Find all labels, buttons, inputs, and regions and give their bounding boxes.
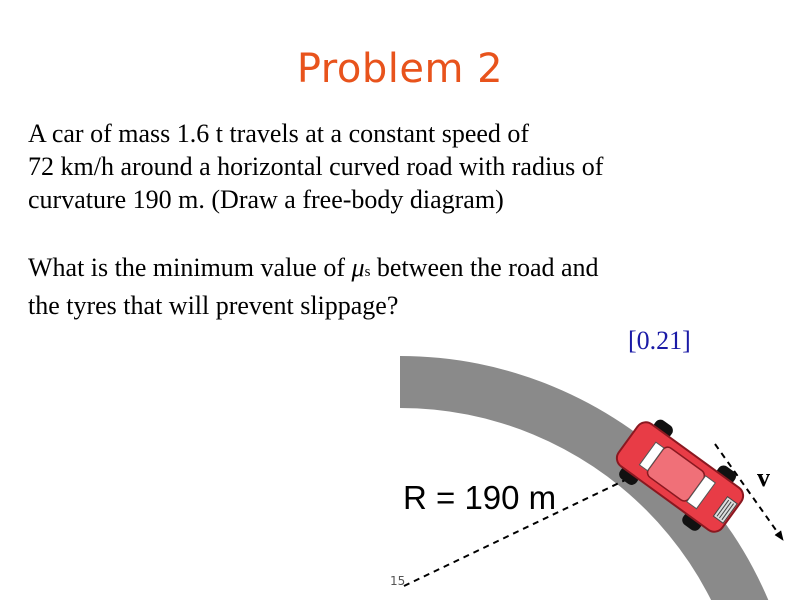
answer-label: [0.21] <box>628 326 691 355</box>
question-line-2: the tyres that will prevent slippage? <box>28 291 399 320</box>
mu-subscript: s <box>364 264 371 280</box>
page-number: 15 <box>390 574 406 588</box>
problem-line-3: curvature 190 m. (Draw a free-body diagram) <box>28 185 504 214</box>
question-text-before-mu: What is the minimum value of <box>28 253 352 282</box>
radius-label: R = 190 m <box>403 479 557 516</box>
curved-road <box>400 356 800 600</box>
problem-line-1: A car of mass 1.6 t travels at a constant speed of <box>28 119 530 148</box>
mu-symbol: μ <box>351 253 365 282</box>
question-text-after-mu: between the road and <box>370 253 599 282</box>
problem-line-2: 72 km/h around a horizontal curved road with radius of <box>28 152 604 181</box>
velocity-label: v <box>757 463 770 492</box>
slide-title: Problem 2 <box>296 46 504 92</box>
